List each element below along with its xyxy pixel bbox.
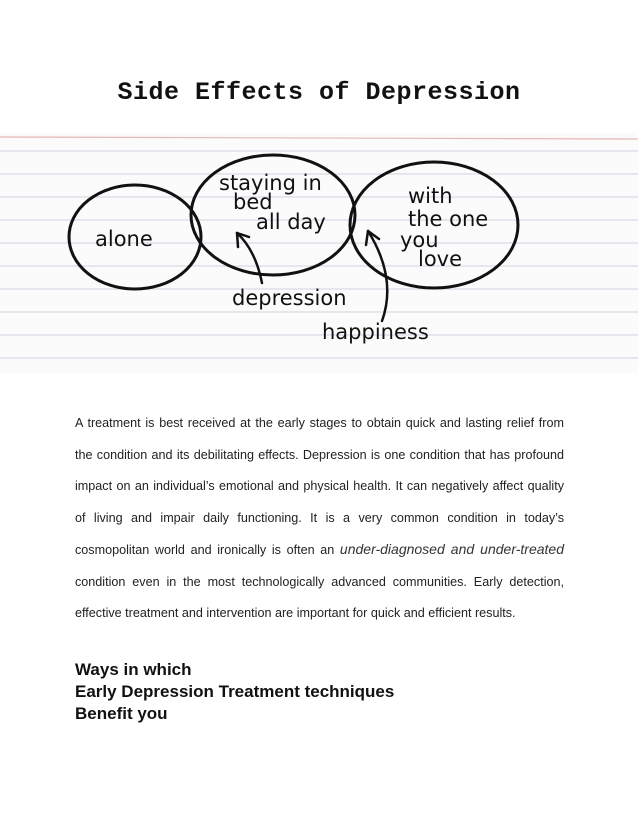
label-alone: alone [95, 227, 153, 251]
section-heading [75, 659, 564, 725]
label-staying-line2: bed [233, 190, 273, 214]
label-staying-line3: all day [256, 210, 326, 234]
label-staying-line1: staying in [219, 171, 322, 195]
label-with-line3: you [400, 228, 439, 252]
paragraph-text-part1: A treatment is best received at the early stages to obtain quick and lasting relief from the condition and its debilitating effects. Depression is one condition that has profound impact on an individual’s emotional and physical health. It can negatively affect quality of living and impair daily functioning. It is a very common condition in today’s cosmopolitan world and ironically is often an [75, 416, 564, 557]
label-with-line4: love [418, 247, 463, 271]
body-paragraph [75, 408, 564, 630]
paragraph-emphasis: under-diagnosed and under-treated [339, 541, 564, 557]
paper-background [0, 133, 638, 373]
heading-line-2: Early Depression Treatment techniques [75, 682, 395, 701]
label-happiness: happiness [322, 320, 429, 344]
label-with-line2: the one [408, 207, 489, 231]
heading-line-1: Ways in which [75, 660, 192, 679]
venn-diagram [0, 133, 638, 373]
paragraph-text-part2: condition even in the most technologically advanced communities. Early detection, effective treatment and intervention are important for quick and efficient results. [75, 574, 564, 620]
venn-diagram-image [0, 133, 638, 373]
label-depression: depression [232, 286, 347, 310]
heading-line-3: Benefit you [75, 704, 168, 723]
label-with-line1: with [408, 184, 453, 208]
page-title: Side Effects of Depression [117, 78, 521, 107]
